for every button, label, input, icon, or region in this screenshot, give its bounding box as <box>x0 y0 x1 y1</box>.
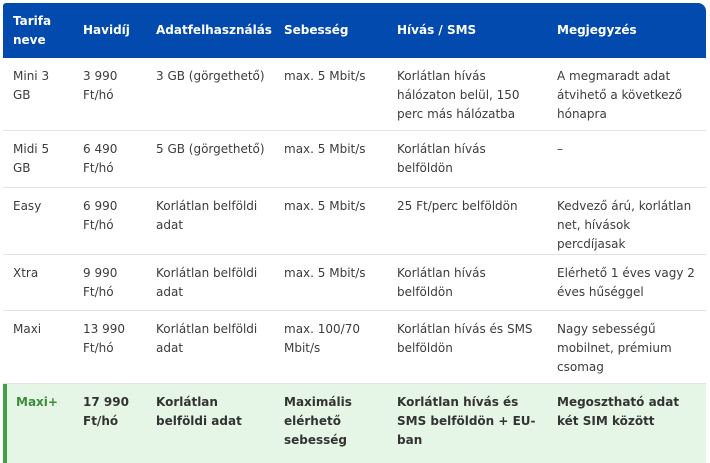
cell-data-usage: 5 GB (görgethető) <box>146 131 274 188</box>
table-row <box>3 58 706 131</box>
cell-calls-sms: Korlátlan hívás belföldön <box>387 255 547 311</box>
cell-monthly-fee: 9 990 Ft/hó <box>73 255 146 311</box>
cell-note: A megmaradt adat átvihető a következő hónapra <box>547 58 706 131</box>
column-header-monthly-fee: Havidíj <box>73 3 146 58</box>
cell-monthly-fee: 17 990 Ft/hó <box>73 384 146 463</box>
cell-speed: max. 100/70 Mbit/s <box>274 311 387 384</box>
cell-tariff-name: Mini 3 GB <box>3 58 73 131</box>
cell-tariff-name: Xtra <box>3 255 73 311</box>
cell-monthly-fee: 3 990 Ft/hó <box>73 58 146 131</box>
cell-speed: Maximális elérhető sebesség <box>274 384 387 463</box>
table-body <box>3 58 706 463</box>
cell-calls-sms: Korlátlan hívás belföldön <box>387 131 547 188</box>
table-row <box>3 255 706 311</box>
cell-calls-sms: 25 Ft/perc belföldön <box>387 188 547 255</box>
table-row <box>3 311 706 384</box>
cell-data-usage: Korlátlan belföldi adat <box>146 188 274 255</box>
cell-monthly-fee: 13 990 Ft/hó <box>73 311 146 384</box>
header-row <box>3 3 706 58</box>
cell-calls-sms: Korlátlan hívás és SMS belföldön <box>387 311 547 384</box>
cell-calls-sms: Korlátlan hívás hálózaton belül, 150 perc más hálózatba <box>387 58 547 131</box>
cell-data-usage: Korlátlan belföldi adat <box>146 384 274 463</box>
cell-note: – <box>547 131 706 188</box>
cell-calls-sms: Korlátlan hívás és SMS belföldön + EU-ban <box>387 384 547 463</box>
tariff-table-container <box>3 3 706 463</box>
cell-speed: max. 5 Mbit/s <box>274 188 387 255</box>
cell-tariff-name: Midi 5 GB <box>3 131 73 188</box>
cell-note: Nagy sebességű mobilnet, prémium csomag <box>547 311 706 384</box>
tariff-table <box>3 3 706 463</box>
cell-speed: max. 5 Mbit/s <box>274 255 387 311</box>
cell-tariff-name: Easy <box>3 188 73 255</box>
column-header-calls-sms: Hívás / SMS <box>387 3 547 58</box>
column-header-tariff-name: Tarifa neve <box>3 3 73 58</box>
cell-monthly-fee: 6 990 Ft/hó <box>73 188 146 255</box>
cell-data-usage: Korlátlan belföldi adat <box>146 311 274 384</box>
cell-note: Elérhető 1 éves vagy 2 éves hűséggel <box>547 255 706 311</box>
cell-tariff-name: Maxi <box>3 311 73 384</box>
cell-note: Kedvező árú, korlátlan net, hívások percdíjasak <box>547 188 706 255</box>
table-header <box>3 3 706 58</box>
table-row <box>3 188 706 255</box>
column-header-data-usage: Adatfelhasználás <box>146 3 274 58</box>
table-row <box>3 131 706 188</box>
column-header-speed: Sebesség <box>274 3 387 58</box>
cell-speed: max. 5 Mbit/s <box>274 58 387 131</box>
cell-monthly-fee: 6 490 Ft/hó <box>73 131 146 188</box>
cell-data-usage: 3 GB (görgethető) <box>146 58 274 131</box>
cell-data-usage: Korlátlan belföldi adat <box>146 255 274 311</box>
cell-note: Megosztható adat két SIM között <box>547 384 706 463</box>
cell-speed: max. 5 Mbit/s <box>274 131 387 188</box>
table-row-highlighted <box>3 384 706 463</box>
cell-tariff-name: Maxi+ <box>3 384 73 463</box>
column-header-note: Megjegyzés <box>547 3 706 58</box>
